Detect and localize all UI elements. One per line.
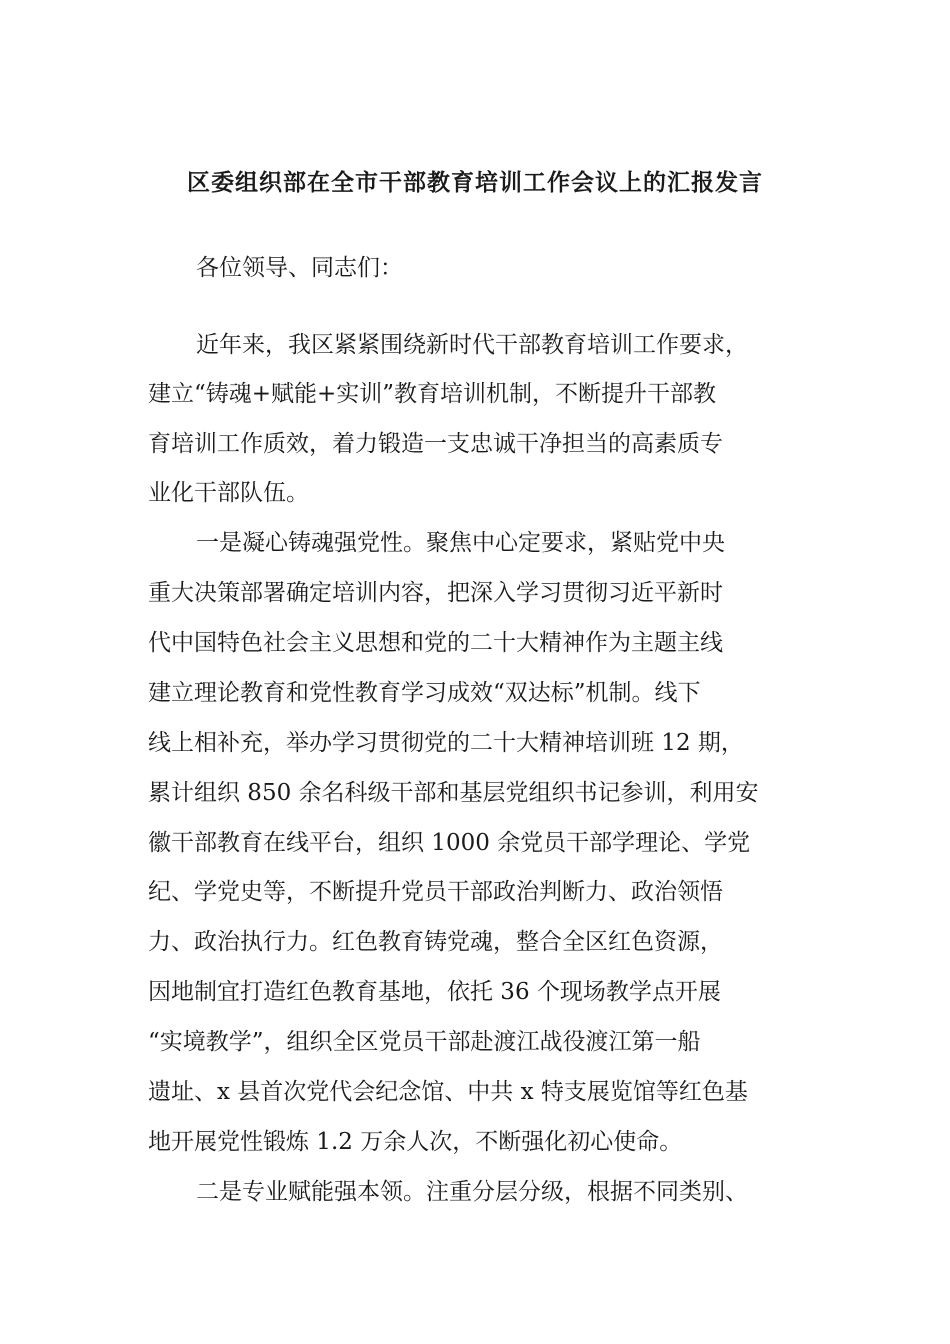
- paragraph-one-line-12: 遗址、x 县首次党代会纪念馆、中共 x 特支展览馆等红色基: [148, 1079, 748, 1105]
- paragraph-one-line-9: 力、政治执行力。红色教育铸党魂，整合全区红色资源，: [148, 929, 723, 955]
- paragraph-intro-line-3: 育培训工作质效，着力锻造一支忠诚干净担当的高素质专: [148, 431, 723, 457]
- paragraph-intro-line-4: 业化干部队伍。: [148, 480, 309, 506]
- paragraph-one-line-6: 累计组织 850 余名科级干部和基层党组织书记参训，利用安: [148, 780, 759, 806]
- paragraph-intro-line-2: 建立“铸魂+赋能+实训”教育培训机制，不断提升干部教: [148, 381, 717, 407]
- paragraph-one-line-2: 重大决策部署确定培训内容，把深入学习贯彻习近平新时: [148, 580, 723, 606]
- paragraph-one-line-13: 地开展党性锻炼 1.2 万余人次，不断强化初心使命。: [148, 1129, 683, 1155]
- paragraph-one-line-7: 徽干部教育在线平台，组织 1000 余党员干部学理论、学党: [148, 830, 751, 856]
- paragraph-two-line-1: 二是专业赋能强本领。注重分层分级，根据不同类别、: [196, 1179, 748, 1205]
- paragraph-one-line-5: 线上相补充，举办学习贯彻党的二十大精神培训班 12 期，: [148, 730, 744, 756]
- paragraph-intro-line-1: 近年来，我区紧紧围绕新时代干部教育培训工作要求，: [196, 332, 748, 358]
- paragraph-one-line-8: 纪、学党史等，不断提升党员干部政治判断力、政治领悟: [148, 879, 723, 905]
- paragraph-one-line-3: 代中国特色社会主义思想和党的二十大精神作为主题主线: [148, 630, 723, 656]
- document-title: 区委组织部在全市干部教育培训工作会议上的汇报发言: [187, 169, 763, 196]
- paragraph-one-line-1: 一是凝心铸魂强党性。聚焦中心定要求，紧贴党中央: [196, 530, 725, 556]
- paragraph-one-line-11: “实境教学”，组织全区党员干部赴渡江战役渡江第一船: [148, 1029, 701, 1055]
- salutation: 各位领导、同志们：: [196, 255, 403, 281]
- paragraph-one-line-10: 因地制宜打造红色教育基地，依托 36 个现场教学点开展: [148, 979, 721, 1005]
- paragraph-one-line-4: 建立理论教育和党性教育学习成效“双达标”机制。线下: [148, 680, 701, 706]
